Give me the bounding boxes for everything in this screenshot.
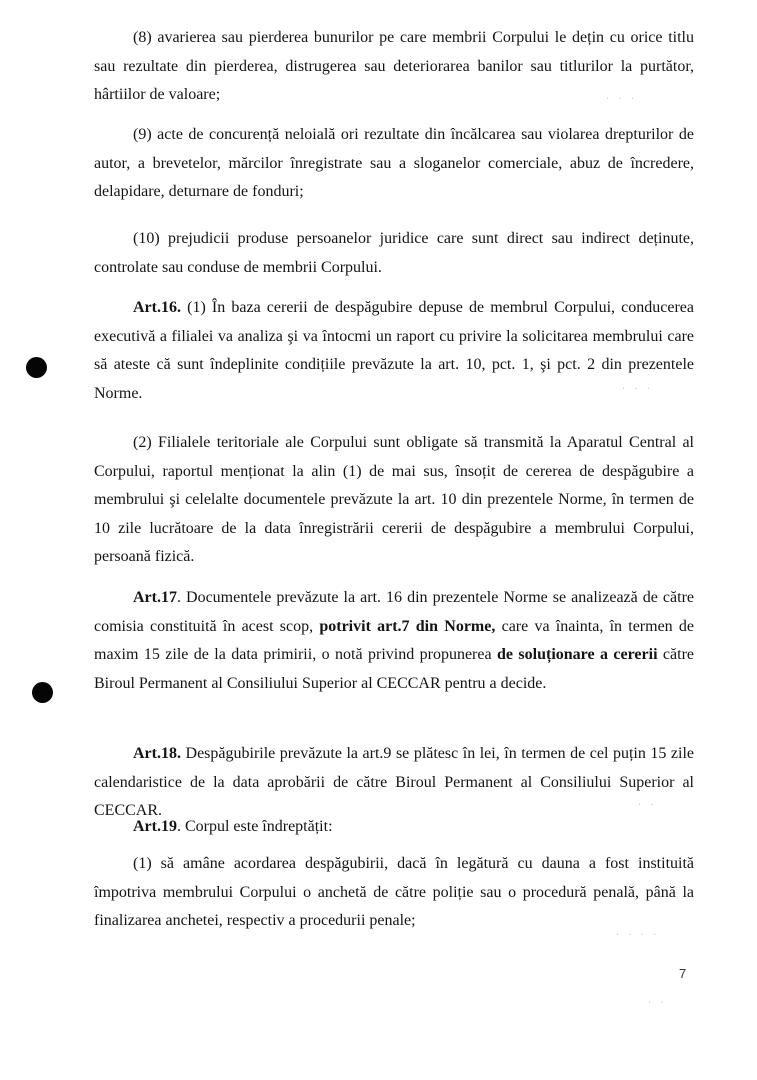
page-number: 7 [679,966,687,981]
scan-noise-mark: · · · · [616,930,660,941]
paragraph-text: (1) În baza cererii de despăgubire depuse de membrul Corpului, conducerea executivă a filialei va analiza şi va întocmi un raport cu privire la solicitarea membrului care să ateste că sunt îndeplinite condițiile prevăzute la art. 10, pct. 1, şi pct. 2 din prezentele Norme. [94,299,694,402]
paragraph-item-9 [94,121,694,207]
scan-noise-mark: · · [638,800,657,811]
paragraph-item-8 [94,24,694,110]
punch-hole-mark [32,682,53,703]
paragraph-text: . Corpul este îndreptățit: [176,818,333,835]
article-18-heading: Art.18. [133,745,181,762]
scan-noise-mark: · · · [606,94,637,105]
paragraph-text: (9) acte de concurență neloială ori rezultate din încălcarea sau violarea drepturilor de autor, a brevetelor, mărcilor înregistrate sau a sloganelor comerciale, abuz de încredere, delapidare, deturnare de fonduri; [94,126,694,200]
article-16-paragraph [94,294,694,408]
punch-hole-mark [26,357,47,378]
paragraph-text: (2) Filialele teritoriale ale Corpului sunt obligate să transmită la Aparatul Central al Corpului, raportul menționat la alin (1) de mai sus, însoțit de cererea de despăgubire a membrului şi celelalte documentele prevăzute la art. 10 din prezentele Norme, în termen de 10 zile lucrătoare de la data înregistrării cererii de despăgubire a membrului Corpului, persoană fizică. [94,434,694,565]
bold-reference: potrivit art.7 din Norme, [319,617,496,635]
paragraph-text: (1) să amâne acordarea despăgubirii, dacă în legătură cu dauna a fost instituită împotriva membrului Corpului o anchetă de către poliție sau o procedură penală, până la finalizarea anchetei, respectiv a procedurii penale; [94,855,694,929]
article-19-heading: Art.19 [133,818,177,835]
paragraph-text: . Documentele prevăzute la art. 16 din prezentele Norme se analizează de către comisia constituită în acest scop, [94,589,694,635]
article-17-heading: Art.17 [133,589,177,606]
paragraph-text: Despăgubirile prevăzute la art.9 se plătesc în lei, în termen de cel puțin 15 zile calendaristice de la data aprobării de către Biroul Permanent al Consiliului Superior al CECCAR. [94,745,694,819]
paragraph-text: (10) prejudicii produse persoanelor juridice care sunt direct sau indirect deținute, controlate sau conduse de membrii Corpului. [94,230,694,276]
paragraph-item-10 [94,225,694,282]
scan-noise-mark: · · · [622,384,653,395]
article-17-paragraph [94,584,694,698]
article-16-alin-2-paragraph [94,429,694,572]
scan-noise-mark: · · [648,998,667,1009]
article-19-alin-1-paragraph [94,850,694,936]
article-16-heading: Art.16. [133,299,181,316]
paragraph-text: care va înainta, în termen de maxim 15 zile de la data primirii, o notă privind propunerea [94,617,695,663]
bold-phrase: de soluționare a cererii [497,646,658,663]
article-19-paragraph [94,813,694,842]
paragraph-text: către Biroul Permanent al Consiliului Superior al CECCAR pentru a decide. [94,646,695,692]
paragraph-text: (8) avarierea sau pierderea bunurilor pe care membrii Corpului le dețin cu orice titlu sau rezultate din pierderea, distrugerea sau deteriorarea banilor sau titlurilor la purtător, hârtiilor de valoare; [94,29,694,103]
